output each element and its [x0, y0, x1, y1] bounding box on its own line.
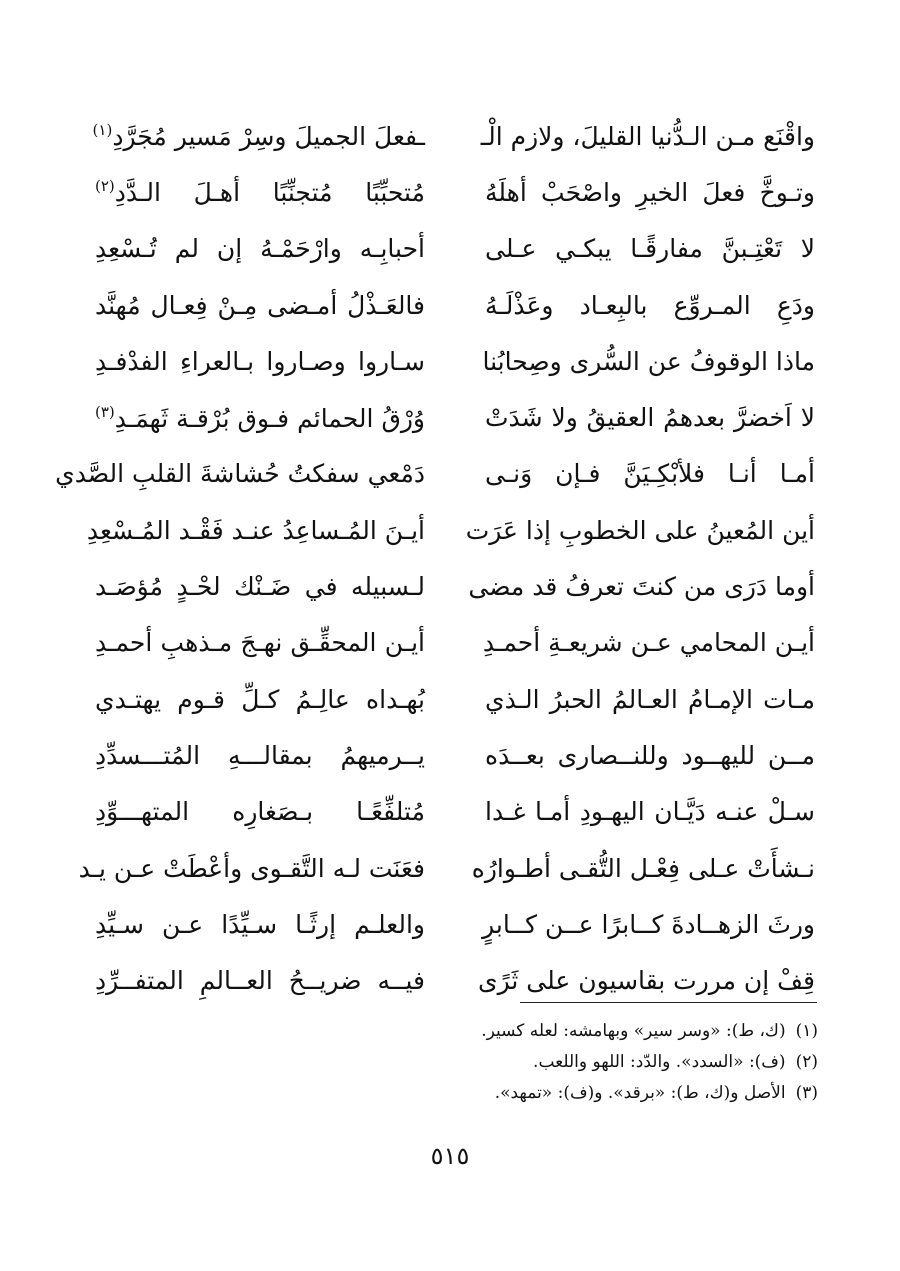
verse-first-hemistich: لا تَعْتِـبنَّ مفارقًـا يبكـي عـلى: [485, 234, 815, 264]
verse-first-hemistich: وتـوخَّ فعلَ الخيرِ واصْحَبْ أهلَهُ: [485, 177, 815, 207]
verse: [95, 333, 815, 389]
verse: [95, 164, 815, 220]
verse: [95, 221, 815, 277]
verse: [95, 727, 815, 783]
verse-second-hemistich: مُتحبِّبًا مُتجنِّبًا أهـلَ الـدَّدِ$^{(٢)}$: [95, 177, 425, 208]
footnote-text: (ف): «السدد». والدّد: اللهو واللعب.: [533, 1052, 786, 1072]
verse-first-hemistich: أيـن المحامي عـن شريعـةِ أحمـدِ: [482, 628, 815, 658]
footnote: [118, 1047, 818, 1078]
verse: [95, 558, 815, 614]
verse-second-hemistich: ـفعلَ الجميلَ وسِرْ مَسير مُجَرَّدِ$^{(١)}$: [92, 121, 425, 152]
verse-first-hemistich: نـشأَتْ عـلى فِعْـل التُّقـى أطـوارُه: [471, 853, 815, 883]
verse-second-hemistich: والعلـم إرثًـا سـيِّدًا عـن سـيِّدِ: [95, 909, 425, 939]
verse: [95, 615, 815, 671]
verse-first-hemistich: ورثَ الزهــادةَ كــابرًا عــن كــابرٍ: [482, 909, 815, 939]
footnote-marker: (٣): [95, 402, 115, 421]
verse: [92, 108, 815, 164]
verse: [95, 389, 815, 445]
verse-second-hemistich: سـاروا وصـاروا بـالعراءِ الفدْفـدِ: [95, 346, 425, 376]
verse-first-hemistich: مــن لليهــود وللنــصارى بعــدَه: [485, 740, 815, 770]
verse-second-hemistich: وُرْقُ الحمائم فـوق بُرْقـة ثَهمَـدِ$^{(٣)}$: [95, 402, 425, 433]
verse-second-hemistich: لـسبيله في ضَـنْك لحْـدٍ مُؤصَـد: [95, 572, 425, 602]
verse-first-hemistich: سـلْ عنـه دَيَّـان اليهـودِ أمـا غـدا: [485, 797, 815, 827]
verse-second-hemistich: أحبابِـه وارْحَمْـهُ إن لم تُـسْعِدِ: [95, 234, 425, 264]
verse-first-hemistich: مـات الإمـامُ العـالمُ الحبرُ الـذي: [485, 684, 815, 714]
verse-second-hemistich: أيـن المحقِّـق نهـجَ مـذهبِ أحمـدِ: [95, 628, 425, 658]
verse-second-hemistich: فيــه ضريــحُ العــالمِ المتفــرِّدِ: [95, 966, 425, 996]
verse-first-hemistich: أين المُعينُ على الخطوبِ إذا عَرَت: [465, 515, 815, 545]
verse-first-hemistich: واقْنَع مـن الـدُّنيا القليلَ، ولازم الْـ: [480, 121, 815, 151]
verse-second-hemistich: أيـنَ المُـساعِدُ عنـد فَقْـد المُـسْعِدِ: [86, 515, 425, 545]
verse: [95, 784, 815, 840]
verse-first-hemistich: أمـا أنـا فلأبْكِـيَنَّ فـإن وَنـى: [485, 459, 815, 489]
poem: [55, 108, 815, 1009]
verse-second-hemistich: دَمْعي سفكتُ حُشاشةَ القلبِ الصَّدي: [55, 459, 425, 489]
verse-second-hemistich: يــرميهمُ بمقالـــهِ المُتـــسدِّدِ: [95, 740, 425, 770]
verse-first-hemistich: أوما دَرَى من كنتَ تعرفُ قد مضى: [468, 572, 815, 602]
footnote: [118, 1078, 818, 1109]
verse-first-hemistich: ودَعِ المـروِّع بالبِعـاد وعَذْلَـهُ: [485, 290, 815, 320]
footnote-separator: [520, 1002, 817, 1003]
verse: [95, 896, 815, 952]
verse-first-hemistich: لا اَخضرَّ بعدهمُ العقيقُ ولا شَدَتْ: [485, 403, 815, 433]
footnote-number: (٢): [795, 1052, 818, 1072]
verse-first-hemistich: ماذا الوقوفُ عن السُّرى وصِحابُنا: [482, 346, 815, 376]
verse: [95, 952, 815, 1008]
verse-second-hemistich: بُهـداه عالِـمُ كـلِّ قـوم يهتـدي: [95, 684, 425, 714]
footnote-marker: (٢): [95, 177, 115, 196]
footnote-marker: (١): [92, 121, 113, 140]
verse-second-hemistich: مُتلفِّعًـا بـصَغارِه المتهـــوِّدِ: [95, 797, 425, 827]
verse-first-hemistich: قِفْ إن مررت بقاسيون على ثَرًى: [478, 966, 815, 996]
footnotes: [118, 1016, 818, 1109]
verse: [55, 446, 815, 502]
verse: [95, 277, 815, 333]
verse-second-hemistich: فعَنَت لـه التَّقـوى وأعْطَتْ عـن يـد: [78, 853, 425, 883]
footnote-text: الأصل و(ك، ط): «برقد». و(ف): «تمهد».: [494, 1083, 786, 1103]
verse: [78, 840, 815, 896]
footnote-number: (١): [795, 1021, 818, 1041]
verse: [95, 671, 815, 727]
footnote: [118, 1016, 818, 1047]
verse: [86, 502, 815, 558]
footnote-number: (٣): [795, 1083, 818, 1103]
verse-second-hemistich: فالعَـذْلُ أمـضى مِـنْ فِعـال مُهنَّد: [95, 290, 425, 320]
footnote-text: (ك، ط): «وسر سير» وبهامشه: لعله كسير.: [481, 1021, 786, 1041]
page-number: ٥١٥: [430, 1142, 470, 1170]
